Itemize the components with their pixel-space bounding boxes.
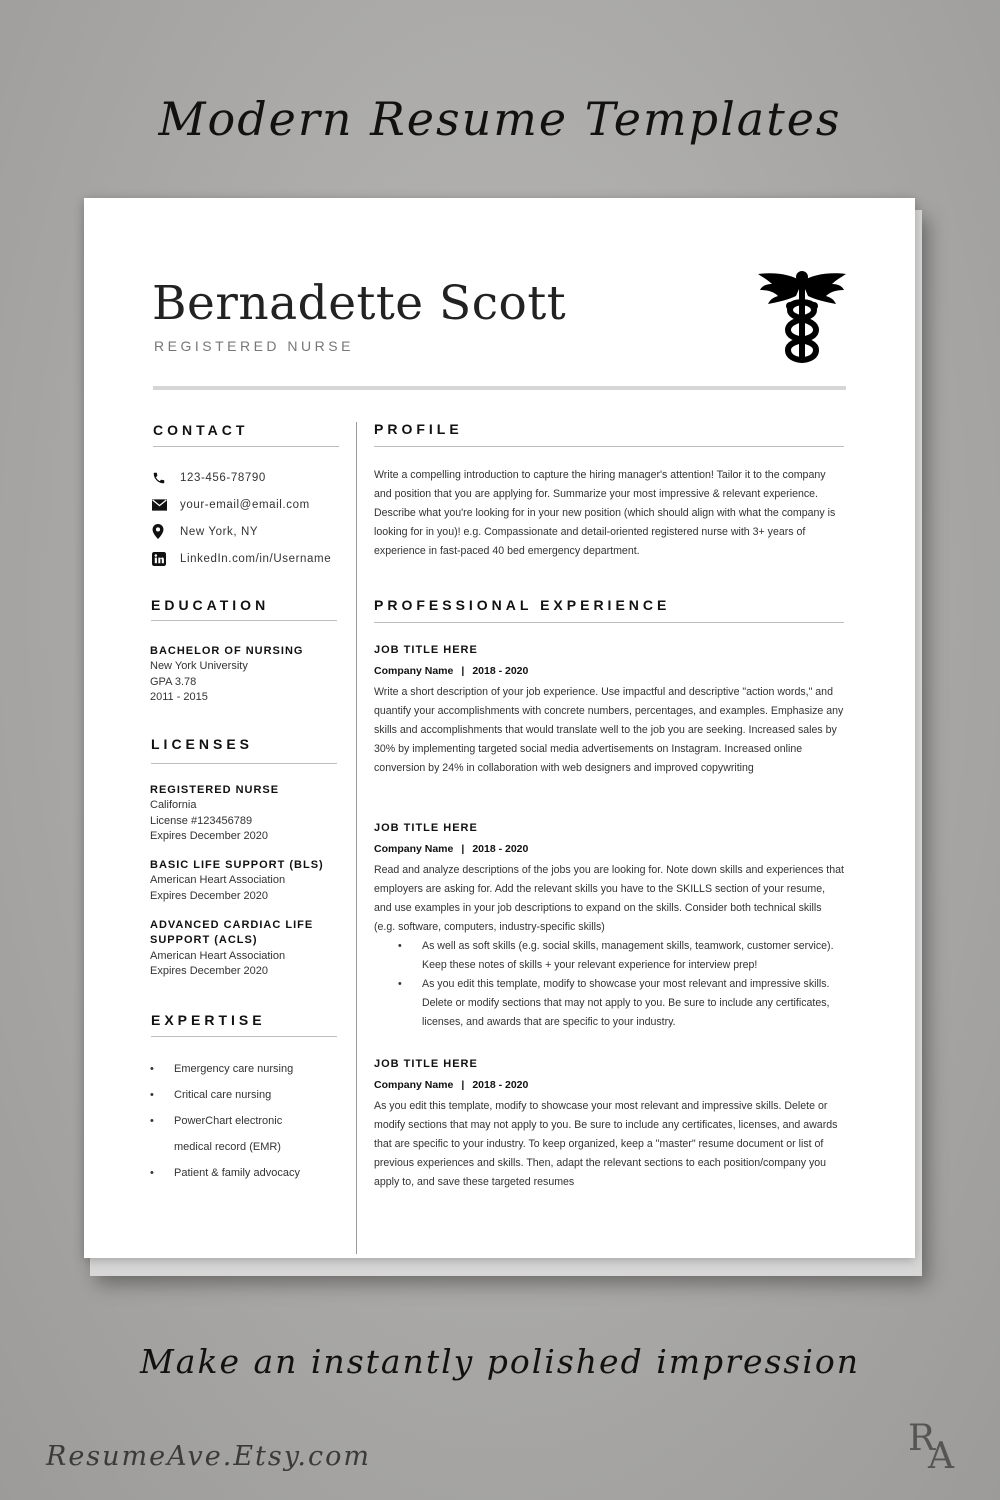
job-separator: |	[461, 1079, 465, 1091]
contact-phone	[152, 464, 352, 491]
caduceus-icon	[756, 268, 848, 364]
license-line: Expires December 2020	[150, 964, 269, 977]
column-divider	[356, 422, 357, 1254]
job-bullet: • As you edit this template, modify to showcase your most relevant and impressive skills. Delete or modify sections that may not apply to you. Be sure to include any certificates, licenses, and awards that are specific to your industry.	[374, 975, 844, 1032]
profile-heading: PROFILE	[374, 421, 463, 437]
license-entry	[150, 783, 350, 844]
job-company: Company Name	[374, 1079, 454, 1091]
candidate-name: Bernadette Scott	[152, 276, 567, 331]
education-years: 2011 - 2015	[150, 690, 208, 703]
job-description: Read and analyze descriptions of the jobs you are looking for. Note down skills and experiences that employers are asking for. Add the relevant skills you have to the SKILLS section of your resume, and use examples in your job descriptions to expand on the skills. Consider both technical skills (e.g. software, computers, industry-specific skills)	[374, 864, 844, 933]
job-dates: 2018 - 2020	[472, 1079, 529, 1091]
job-title: JOB TITLE HERE	[374, 822, 478, 834]
license-title: BASIC LIFE SUPPORT (BLS)	[150, 859, 324, 871]
job-meta	[374, 1079, 528, 1091]
job-meta	[374, 665, 528, 677]
license-line: American Heart Association	[150, 949, 286, 962]
job-meta	[374, 843, 528, 855]
email-icon	[152, 499, 180, 511]
banner-title: Modern Resume Templates	[158, 92, 842, 146]
license-entry	[150, 918, 320, 979]
monogram-letter: A	[928, 1436, 954, 1477]
job-bullets	[374, 937, 844, 1032]
job-dates: 2018 - 2020	[472, 665, 529, 677]
profile-rule	[374, 446, 844, 447]
license-line: California	[150, 799, 197, 812]
education-entry	[150, 644, 350, 705]
license-title: ADVANCED CARDIAC LIFE SUPPORT (ACLS)	[150, 919, 314, 947]
job-description: As you edit this template, modify to showcase your most relevant and impressive skills. Delete or modify sections that may not apply to you. Be sure to include any certificates, licenses, and awards that are specific to your industry. To keep organized, keep a "master" resume document or list of previous experiences and skills. Then, adapt the relevant sections to each position/company you apply to, and save these targeted resumes	[374, 1100, 838, 1188]
expertise-item: • Critical care nursing	[150, 1082, 350, 1108]
expertise-item: • PowerChart electronic medical record (EMR)	[150, 1108, 314, 1160]
education-gpa: GPA 3.78	[150, 675, 197, 688]
experience-heading: PROFESSIONAL EXPERIENCE	[374, 597, 671, 613]
education-rule	[151, 620, 337, 621]
linkedin-icon	[152, 552, 180, 566]
banner-tagline: Make an instantly polished impression	[139, 1342, 861, 1381]
job-description: Write a short description of your job experience. Use impactful and descriptive "action words," and quantify your accomplishments with concrete numbers, percentages, and examples. Emphasize any skills and accomplishments that would translate well to the job you are seeking. Increased sales by 30% by implementing targeted social media advertisements on Instagram. Increased online conversion by 24% in collaboration with web designers and improved copywriting	[374, 686, 844, 774]
licenses-heading: LICENSES	[151, 736, 254, 752]
job-title: JOB TITLE HERE	[374, 1058, 478, 1070]
profile-text: Write a compelling introduction to capture the hiring manager's attention! Tailor it to the company and position that you are applying for. Summarize your most impressive & relevant experience. Describe what you're looking for in your new position (which should align with what the company is looking for in you)! e.g. Compassionate and detail-oriented registered nurse with 3+ years of experience in fast-paced 40 bed emergency department.	[374, 469, 836, 557]
contact-linkedin-text[interactable]: LinkedIn.com/in/Username	[180, 552, 332, 565]
contact-location-text: New York, NY	[180, 525, 259, 538]
license-entry	[150, 858, 350, 904]
contact-list	[152, 464, 352, 572]
job-title: JOB TITLE HERE	[374, 644, 478, 656]
experience-rule	[374, 622, 844, 623]
education-school: New York University	[150, 660, 248, 673]
contact-phone-text[interactable]: 123-456-78790	[180, 471, 266, 484]
job-separator: |	[461, 843, 465, 855]
contact-email-text[interactable]: your-email@email.com	[180, 498, 310, 511]
monogram-letter: R	[908, 1418, 936, 1459]
education-heading: EDUCATION	[151, 597, 270, 613]
expertise-heading: EXPERTISE	[151, 1012, 266, 1028]
license-title: REGISTERED NURSE	[150, 784, 280, 796]
expertise-item: • Emergency care nursing	[150, 1056, 350, 1082]
location-icon	[152, 524, 180, 539]
phone-icon	[152, 471, 180, 485]
license-line: License #123456789	[150, 814, 253, 827]
contact-rule	[153, 446, 339, 447]
expertise-rule	[151, 1036, 337, 1037]
shop-url[interactable]: ResumeAve.Etsy.com	[46, 1441, 371, 1472]
license-line: American Heart Association	[150, 874, 286, 887]
contact-email	[152, 491, 352, 518]
contact-heading: CONTACT	[153, 422, 249, 438]
expertise-item: • Patient & family advocacy	[150, 1160, 350, 1186]
license-line: Expires December 2020	[150, 829, 269, 842]
job-dates: 2018 - 2020	[472, 843, 529, 855]
expertise-list	[150, 1056, 350, 1186]
education-degree: BACHELOR OF NURSING	[150, 645, 304, 657]
resume-page	[84, 198, 915, 1258]
job-bullet: • As well as soft skills (e.g. social skills, management skills, teamwork, customer service). Keep these notes of skills + your relevant experience for interview prep!	[374, 937, 844, 975]
job-company: Company Name	[374, 665, 454, 677]
job-separator: |	[461, 665, 465, 677]
contact-linkedin	[152, 545, 352, 572]
header-divider	[153, 386, 846, 390]
contact-location	[152, 518, 352, 545]
candidate-subtitle: REGISTERED NURSE	[154, 338, 354, 354]
licenses-rule	[151, 763, 337, 764]
job-company: Company Name	[374, 843, 454, 855]
brand-monogram	[904, 1418, 962, 1476]
license-line: Expires December 2020	[150, 889, 269, 902]
